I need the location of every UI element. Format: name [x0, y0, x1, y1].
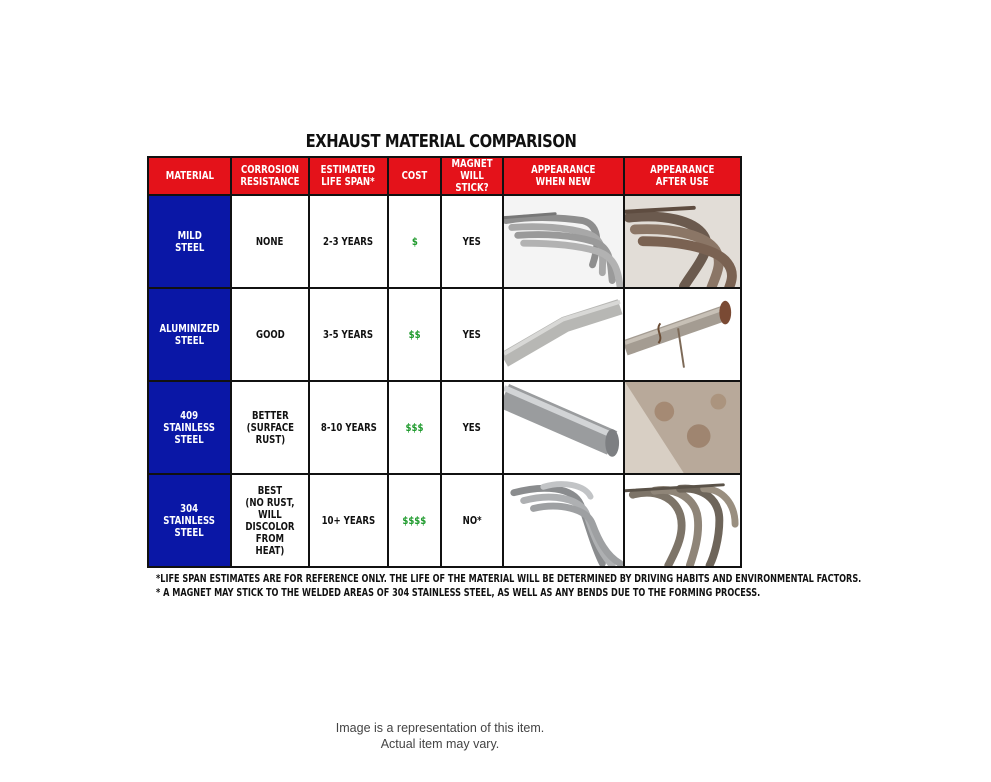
header-magnet: MAGNET WILL STICK? — [441, 157, 503, 195]
header-appearance-used: APPEARANCE AFTER USE — [624, 157, 741, 195]
cost-cell: $$$$ — [388, 474, 441, 566]
header-material: MATERIAL — [148, 157, 231, 195]
cost-cell: $$$ — [388, 381, 441, 474]
caption-line-2: Actual item may vary. — [380, 737, 500, 751]
life-span-cell: 10+ YEARS — [309, 474, 388, 566]
corrosion-cell: GOOD — [231, 288, 309, 380]
stainless-304-header-new-image — [503, 474, 624, 566]
corrosion-cell: BETTER (SURFACE RUST) — [231, 381, 309, 474]
magnet-cell: YES — [441, 381, 503, 474]
material-cell: ALUMINIZED STEEL — [148, 288, 231, 380]
magnet-cell: YES — [441, 195, 503, 288]
table-row — [148, 381, 741, 474]
life-span-cell: 3-5 YEARS — [309, 288, 388, 380]
stainless-304-header-used-image — [624, 474, 741, 566]
header-row — [148, 157, 741, 195]
footnote-life-span: *LIFE SPAN ESTIMATES ARE FOR REFERENCE ONLY. THE LIFE OF THE MATERIAL WILL BE DETERMINED BY DRIVING HABITS AND ENVIRONMENTAL FACTORS. — [156, 572, 862, 585]
material-cell: 304 STAINLESS STEEL — [148, 474, 231, 566]
cost-cell: $$ — [388, 288, 441, 380]
header-cost: COST — [388, 157, 441, 195]
chart-title: EXHAUST MATERIAL COMPARISON — [305, 131, 577, 152]
magnet-cell: NO* — [441, 474, 503, 566]
corrosion-cell: NONE — [231, 195, 309, 288]
stainless-409-pipe-new-image — [503, 381, 624, 474]
table-row — [148, 288, 741, 380]
magnet-cell: YES — [441, 288, 503, 380]
aluminized-pipe-rusted-image — [624, 288, 741, 380]
life-span-cell: 2-3 YEARS — [309, 195, 388, 288]
aluminized-pipe-new-image — [503, 288, 624, 380]
header-corrosion: CORROSION RESISTANCE — [231, 157, 309, 195]
table-row — [148, 474, 741, 566]
material-cell: MILD STEEL — [148, 195, 231, 288]
comparison-table — [147, 156, 742, 568]
cost-cell: $ — [388, 195, 441, 288]
corrosion-cell: BEST (NO RUST, WILL DISCOLOR FROM HEAT) — [231, 474, 309, 566]
mild-steel-header-new-image — [503, 195, 624, 288]
caption-line-1: Image is a representation of this item. — [335, 721, 545, 735]
footnote-magnet: * A MAGNET MAY STICK TO THE WELDED AREAS OF 304 STAINLESS STEEL, AS WELL AS ANY BENDS DUE TO THE FORMING PROCESS. — [156, 586, 761, 599]
header-life-span: ESTIMATED LIFE SPAN* — [309, 157, 388, 195]
life-span-cell: 8-10 YEARS — [309, 381, 388, 474]
mild-steel-header-rusted-image — [624, 195, 741, 288]
table-row — [148, 195, 741, 288]
material-cell: 409 STAINLESS STEEL — [148, 381, 231, 474]
header-appearance-new: APPEARANCE WHEN NEW — [503, 157, 624, 195]
stainless-409-pipe-used-image — [624, 381, 741, 474]
